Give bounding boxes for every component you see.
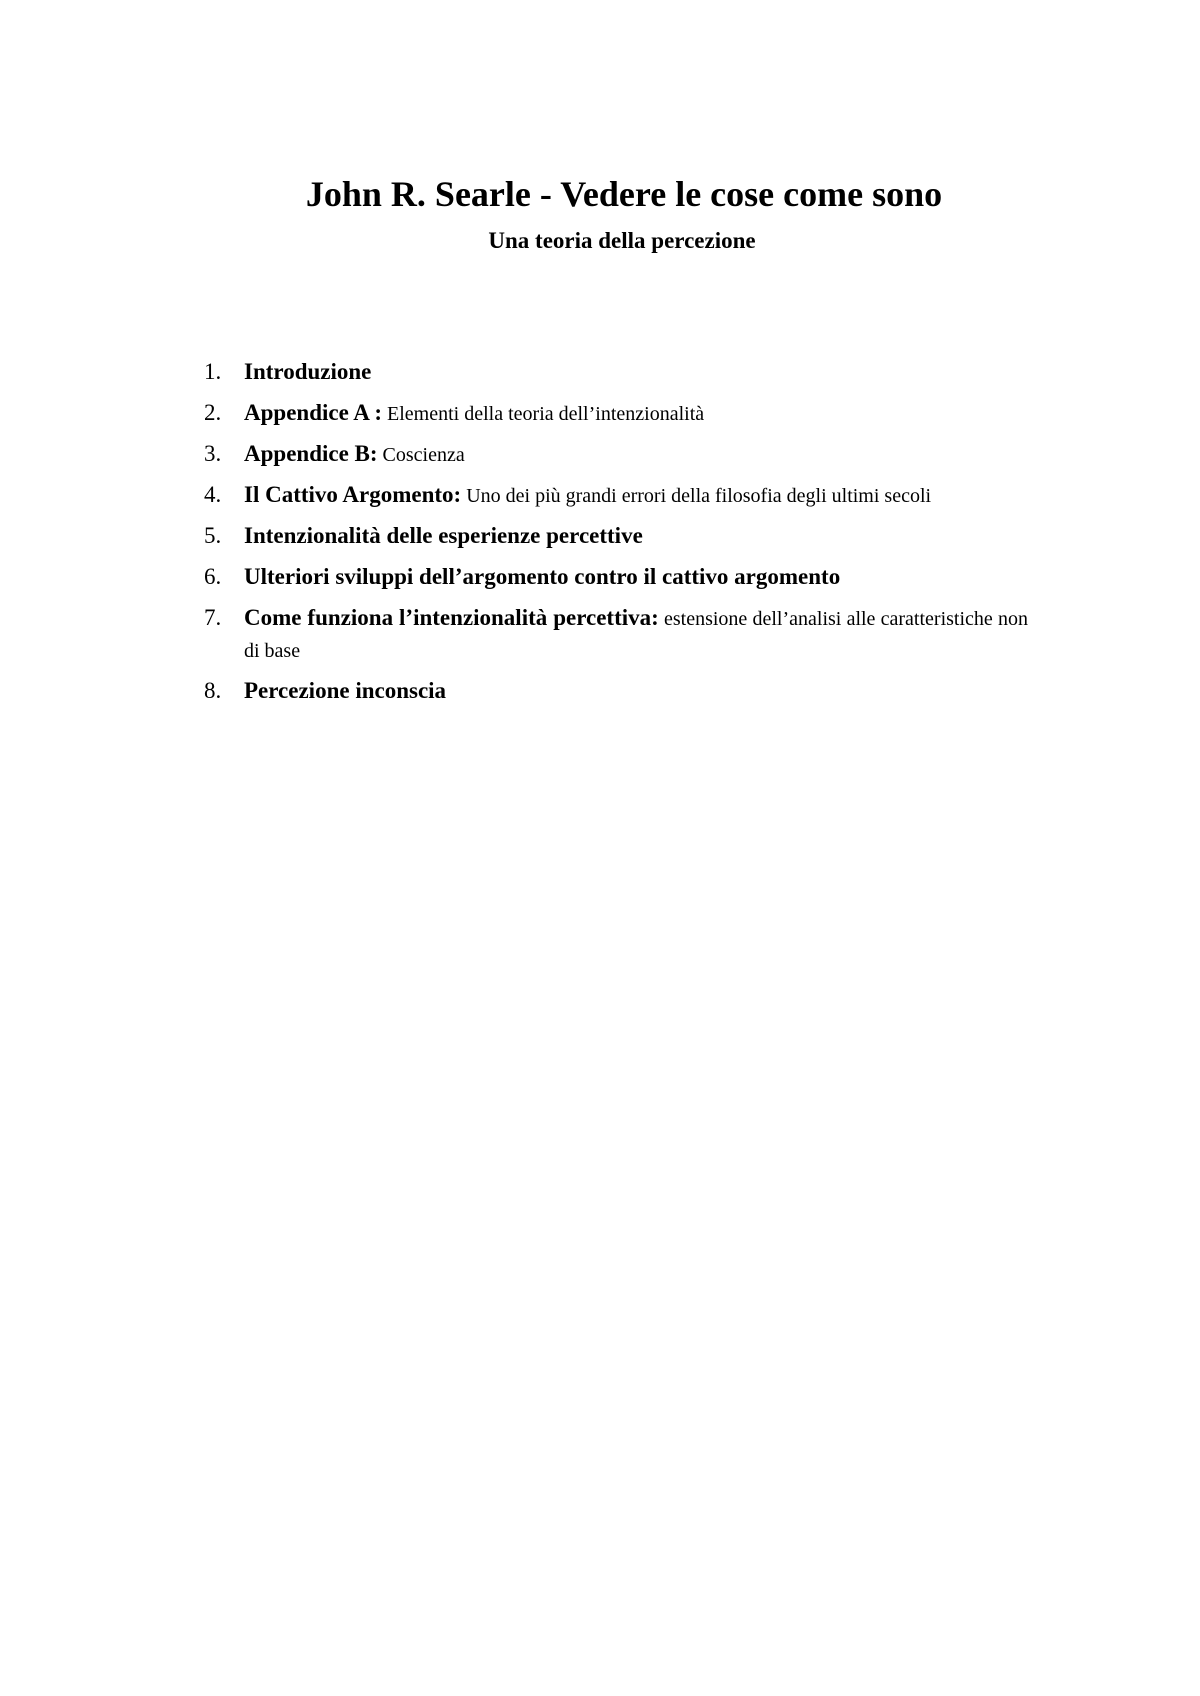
table-of-contents bbox=[204, 356, 1028, 716]
toc-item-description: estensione dell’analisi alle caratteristiche non di base bbox=[244, 608, 1028, 662]
document-subtitle: Una teoria della percezione bbox=[488, 228, 756, 253]
toc-item-description: Uno dei più grandi errori della filosofia degli ultimi secoli bbox=[461, 485, 932, 507]
toc-item-introduzione bbox=[204, 356, 1028, 390]
toc-item-appendice-a bbox=[204, 397, 1028, 431]
toc-item-number: 7. bbox=[204, 605, 222, 630]
toc-item-cattivo-argomento bbox=[204, 479, 1028, 513]
toc-item-description: Elementi della teoria dell’intenzionalità bbox=[382, 403, 705, 425]
toc-item-heading: Intenzionalità delle esperienze percettive bbox=[244, 523, 643, 548]
toc-item-number: 6. bbox=[204, 564, 222, 589]
toc-item-number: 3. bbox=[204, 441, 222, 466]
document-title: John R. Searle - Vedere le cose come sono bbox=[305, 174, 943, 214]
toc-item-number: 5. bbox=[204, 523, 222, 548]
toc-item-heading: Appendice B: bbox=[244, 441, 378, 466]
toc-item-come-funziona bbox=[204, 602, 1028, 668]
toc-item-number: 1. bbox=[204, 359, 222, 384]
toc-item-intenzionalita-esperienze bbox=[204, 520, 1028, 554]
toc-item-number: 8. bbox=[204, 678, 222, 703]
toc-item-description: Coscienza bbox=[377, 444, 465, 466]
toc-item-number: 2. bbox=[204, 400, 222, 425]
toc-item-percezione-inconscia bbox=[204, 675, 1028, 709]
toc-item-heading: Come funziona l’intenzionalità percettiva: bbox=[244, 605, 659, 630]
toc-item-heading: Appendice A : bbox=[244, 400, 383, 425]
toc-item-heading: Il Cattivo Argomento: bbox=[244, 482, 462, 507]
toc-item-ulteriori-sviluppi bbox=[204, 561, 1028, 595]
toc-item-heading: Ulteriori sviluppi dell’argomento contro il cattivo argomento bbox=[244, 564, 841, 589]
toc-item-appendice-b bbox=[204, 438, 1028, 472]
toc-item-number: 4. bbox=[204, 482, 222, 507]
toc-item-heading: Percezione inconscia bbox=[244, 678, 447, 703]
toc-item-heading: Introduzione bbox=[244, 359, 372, 384]
